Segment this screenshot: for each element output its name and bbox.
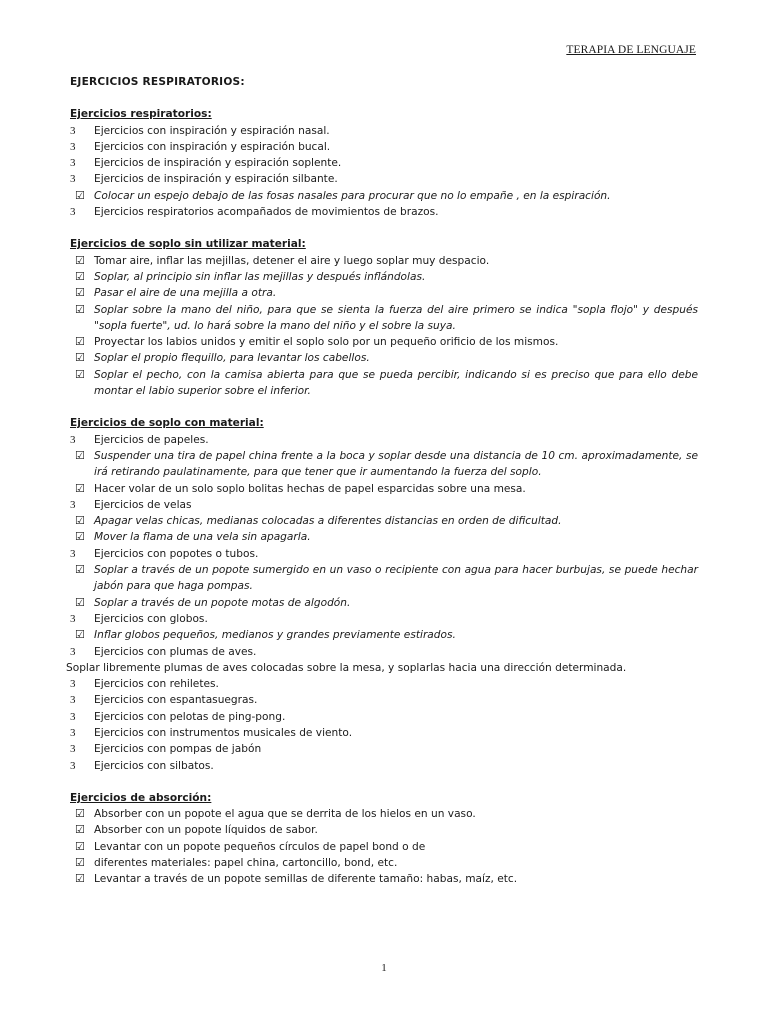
list-item-text: Ejercicios con instrumentos musicales de viento. [94, 726, 353, 739]
list-number-marker: 3 [70, 694, 76, 707]
checkbox-bullet-icon: ☑ [75, 530, 85, 544]
checkbox-bullet-icon: ☑ [75, 367, 85, 381]
list-item [70, 627, 698, 643]
list-item-text: Pasar el aire de una mejilla a otra. [94, 287, 277, 300]
list-number-marker: 3 [70, 173, 76, 186]
list-item [70, 692, 698, 708]
list-item-text: Soplar el propio flequillo, para levantar los cabellos. [94, 352, 370, 365]
section-heading: Ejercicios de soplo con material: [70, 417, 264, 430]
list-item-text: Soplar a través de un popote sumergido en un vaso o recipiente con agua para hacer burbujas, se puede hechar jabón para que haga pompas. [94, 564, 698, 593]
list-item [70, 822, 698, 838]
list-item [70, 155, 698, 171]
list-item-text: Ejercicios con pelotas de ping-pong. [94, 710, 286, 723]
section [70, 106, 698, 220]
list-item-text: Suspender una tira de papel china frente a la boca y soplar desde una distancia de 10 cm. aproximadamente, se irá retirando paulatinamente, para que tener que ir aumentando la fuerza del soplo. [94, 449, 698, 479]
list-number-marker: 3 [70, 678, 76, 691]
list-item-text: Inflar globos pequeños, medianos y grandes previamente estirados. [94, 629, 456, 642]
list-item-text: Ejercicios de papeles. [94, 433, 209, 446]
list-item [70, 806, 698, 822]
list-item-text: Ejercicios con rehiletes. [94, 678, 219, 691]
checkbox-bullet-icon: ☑ [75, 481, 85, 495]
list-number-marker: 3 [70, 140, 76, 153]
list-item-text: Hacer volar de un solo soplo bolitas hechas de papel esparcidas sobre una mesa. [94, 482, 526, 495]
list-item [70, 529, 698, 545]
list-item-text: Colocar un espejo debajo de las fosas nasales para procurar que no lo empañe , en la espiración. [94, 189, 611, 202]
section [70, 790, 698, 888]
list-item-text: Tomar aire, inflar las mejillas, detener el aire y luego soplar muy despacio. [94, 254, 490, 267]
checkbox-bullet-icon: ☑ [75, 595, 85, 609]
list-item [70, 855, 698, 871]
list-item [70, 432, 698, 448]
list-item-text: Ejercicios de inspiración y espiración silbante. [94, 173, 338, 186]
list-item [70, 334, 698, 350]
section-heading: Ejercicios de absorción: [70, 791, 212, 804]
section [70, 236, 698, 399]
sections-container [66, 106, 698, 887]
list-item-text: Levantar con un popote pequeños círculos de papel bond o de [94, 840, 426, 853]
checkbox-bullet-icon: ☑ [75, 302, 85, 316]
list-item [70, 171, 698, 187]
list-item-plain: Soplar libremente plumas de aves colocadas sobre la mesa, y soplarlas hacia una dirección determinada. [66, 661, 627, 674]
list-item-text: Soplar el pecho, con la camisa abierta para que se pueda percibir, indicando si es preciso que para ello debe montar el labio superior sobre el inferior. [94, 368, 698, 398]
checkbox-bullet-icon: ☑ [75, 269, 85, 283]
list-number-marker: 3 [70, 726, 76, 739]
checkbox-bullet-icon: ☑ [75, 872, 85, 886]
list-item [70, 269, 698, 285]
list-item-text: Absorber con un popote líquidos de sabor. [94, 824, 318, 837]
list-item [70, 709, 698, 725]
list-item-text: Soplar sobre la mano del niño, para que se sienta la fuerza del aire primero se indica "sopla flojo" y después "sopla fuerte", ud. lo hará sobre la mano del niño y el sobre la suya. [94, 303, 698, 332]
list-item [70, 562, 698, 595]
list-item [70, 204, 698, 220]
checkbox-bullet-icon: ☑ [75, 514, 85, 528]
list-item [70, 448, 698, 481]
list-item [70, 741, 698, 757]
checkbox-bullet-icon: ☑ [75, 563, 85, 577]
list-item-text: diferentes materiales: papel china, cartoncillo, bond, etc. [94, 857, 398, 870]
list-item-text: Ejercicios de velas [94, 498, 192, 511]
section [66, 415, 698, 774]
list-item-text: Absorber con un popote el agua que se derrita de los hielos en un vaso. [94, 808, 476, 821]
list-item-text: Ejercicios de inspiración y espiración soplente. [94, 157, 342, 170]
list-item [70, 253, 698, 269]
list-item [70, 350, 698, 366]
list-item [70, 611, 698, 627]
list-item-text: Mover la flama de una vela sin apagarla. [94, 531, 311, 544]
list-number-marker: 3 [70, 710, 76, 723]
list-item [70, 871, 698, 887]
checkbox-bullet-icon: ☑ [75, 839, 85, 853]
checkbox-bullet-icon: ☑ [75, 823, 85, 837]
list-item-text: Ejercicios con silbatos. [94, 759, 214, 772]
checkbox-bullet-icon: ☑ [75, 856, 85, 870]
list-item-text: Ejercicios con inspiración y espiración bucal. [94, 140, 331, 153]
checkbox-bullet-icon: ☑ [75, 335, 85, 349]
list-item [70, 644, 698, 660]
list-item [70, 725, 698, 741]
list-item-text: Ejercicios con popotes o tubos. [94, 547, 259, 560]
list-item-text: Apagar velas chicas, medianas colocadas a diferentes distancias en orden de dificultad. [94, 515, 562, 528]
list-item [70, 546, 698, 562]
list-number-marker: 3 [70, 498, 76, 511]
list-number-marker: 3 [70, 433, 76, 446]
list-number-marker: 3 [70, 124, 76, 137]
list-item [70, 513, 698, 529]
list-item [70, 302, 698, 335]
list-item [70, 285, 698, 301]
page-number: 1 [381, 962, 387, 974]
checkbox-bullet-icon: ☑ [75, 351, 85, 365]
checkbox-bullet-icon: ☑ [75, 807, 85, 821]
section-heading: Ejercicios de soplo sin utilizar material: [70, 238, 306, 251]
list-item [70, 123, 698, 139]
list-item [70, 481, 698, 497]
list-number-marker: 3 [70, 547, 76, 560]
document-title: EJERCICIOS RESPIRATORIOS: [70, 76, 245, 88]
list-item [70, 497, 698, 513]
checkbox-bullet-icon: ☑ [75, 286, 85, 300]
checkbox-bullet-icon: ☑ [75, 253, 85, 267]
list-item [70, 595, 698, 611]
list-item-text: Ejercicios con inspiración y espiración nasal. [94, 124, 330, 137]
checkbox-bullet-icon: ☑ [75, 448, 85, 462]
list-item [70, 367, 698, 400]
checkbox-bullet-icon: ☑ [75, 188, 85, 202]
section-heading: Ejercicios respiratorios: [70, 108, 212, 121]
running-header: TERAPIA DE LENGUAJE [566, 44, 696, 56]
list-item [70, 676, 698, 692]
list-item-text: Soplar, al principio sin inflar las mejillas y después inflándolas. [94, 270, 426, 283]
list-number-marker: 3 [70, 157, 76, 170]
list-item-text: Ejercicios con espantasuegras. [94, 694, 258, 707]
list-item-text: Ejercicios con globos. [94, 612, 208, 625]
document-body [66, 74, 698, 904]
list-item-text: Ejercicios respiratorios acompañados de movimientos de brazos. [94, 206, 439, 219]
list-item-text: Ejercicios con pompas de jabón [94, 743, 262, 756]
list-item [70, 139, 698, 155]
list-number-marker: 3 [70, 612, 76, 625]
list-number-marker: 3 [70, 645, 76, 658]
list-number-marker: 3 [70, 759, 76, 772]
list-item-text: Ejercicios con plumas de aves. [94, 645, 257, 658]
list-number-marker: 3 [70, 206, 76, 219]
checkbox-bullet-icon: ☑ [75, 628, 85, 642]
list-item [70, 758, 698, 774]
list-item-text: Proyectar los labios unidos y emitir el soplo solo por un pequeño orificio de los mismos. [94, 336, 559, 349]
list-number-marker: 3 [70, 743, 76, 756]
list-item-text: Soplar a través de un popote motas de algodón. [94, 596, 351, 609]
list-item [70, 188, 698, 204]
list-item [70, 839, 698, 855]
list-item-text: Levantar a través de un popote semillas de diferente tamaño: habas, maíz, etc. [94, 873, 518, 886]
